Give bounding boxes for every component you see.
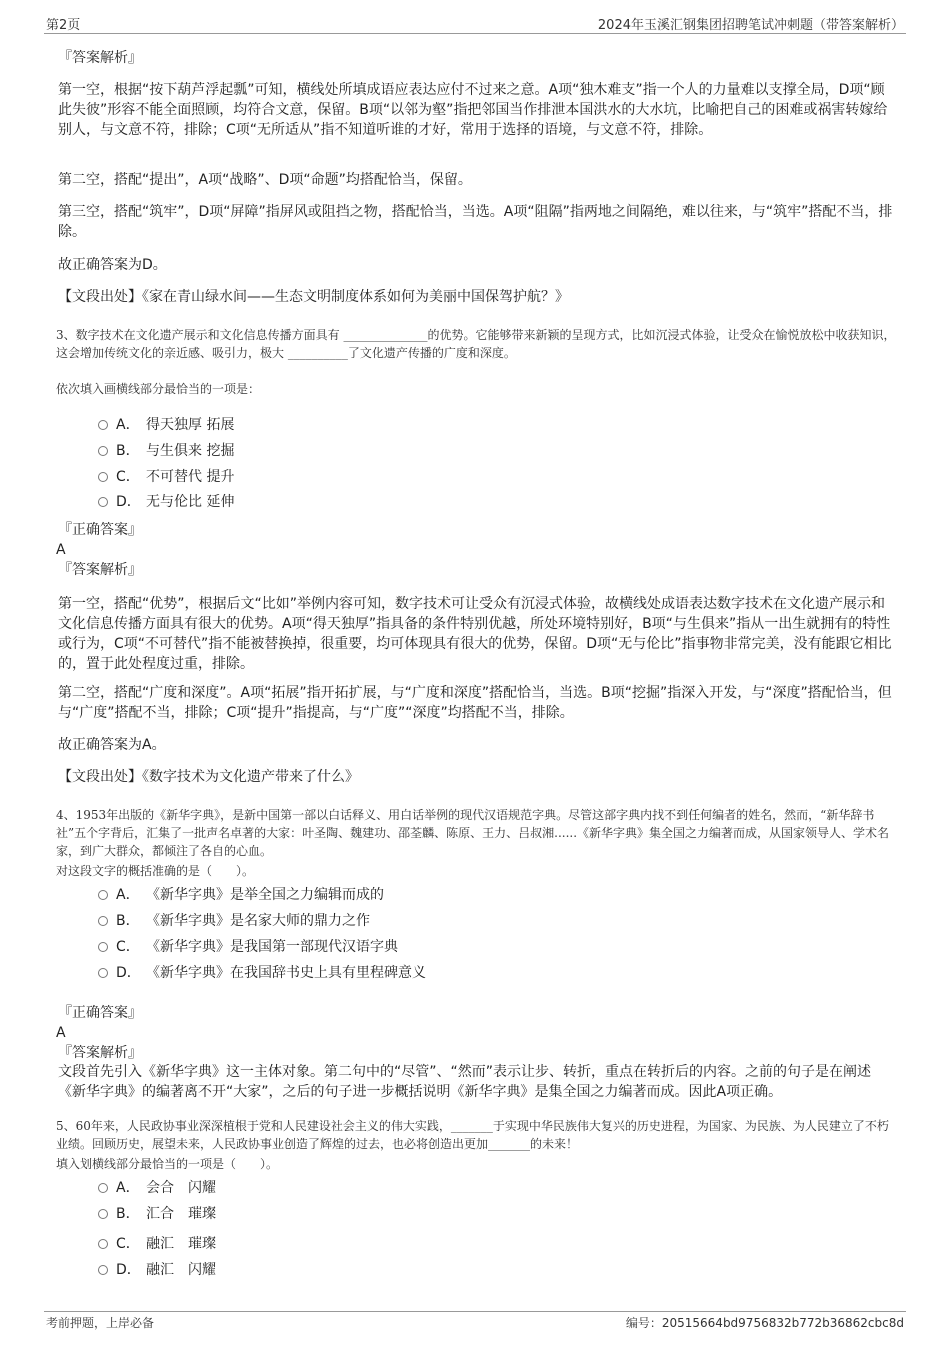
radio-icon[interactable] <box>98 1265 108 1275</box>
option-d[interactable]: D． 《新华字典》在我国辞书史上具有里程碑意义 <box>98 963 426 983</box>
option-a[interactable]: A． 会合 闪耀 <box>98 1178 216 1198</box>
analysis-conclusion: 故正确答案为D。 <box>58 257 167 273</box>
source-citation: 【文段出处】《家在青山绿水间——生态文明制度体系如何为美丽中国保驾护航？》 <box>58 289 569 305</box>
analysis-paragraph: 第二空，搭配“广度和深度”。A项“拓展”指开拓扩展，与“广度和深度”搭配恰当，当选。B项“挖掘”指深入开发，与“深度”搭配恰当，但与“广度”搭配不当，排除；C项“提升”指提高，与“广度”“深度”均搭配不当，排除。 <box>58 685 892 721</box>
radio-icon[interactable] <box>98 1239 108 1249</box>
answer-value: A <box>56 1025 66 1041</box>
question-prompt: 对这段文字的概括准确的是（ ）。 <box>56 864 255 878</box>
answer-label: 『正确答案』 <box>58 1005 142 1021</box>
footer-divider <box>44 1311 906 1312</box>
answer-label: 『正确答案』 <box>58 522 142 538</box>
analysis-conclusion: 故正确答案为A。 <box>58 737 166 753</box>
option-b[interactable]: B． 汇合 璀璨 <box>98 1204 216 1224</box>
source-citation: 【文段出处】《数字技术为文化遗产带来了什么》 <box>58 769 359 785</box>
page-number: 第2页 <box>46 18 81 33</box>
analysis-paragraph: 第一空，根据“按下葫芦浮起瓢”可知，横线处所填成语应表达应付不过来之意。A项“独木难支”指一个人的力量难以支撑全局，D项“顾此失彼”形容不能全面照顾，均符合文意，保留。B项“以邻为壑”指把邻国当作排泄本国洪水的大水坑，比喻把自己的困难或祸害转嫁给别人，与文意不符，排除；C项“无所适从”指不知道听谁的才好，常用于选择的语境，与文意不符，排除。 <box>58 82 888 138</box>
document-title: 2024年玉溪汇钢集团招聘笔试冲刺题（带答案解析） <box>597 18 904 33</box>
question-stem: 3、数字技术在文化遗产展示和文化信息传播方面具有 ______________的优势。它能够带来新颖的呈现方式，比如沉浸式体验，让受众在愉悦放松中收获知识，这会增加传统文化的亲近感、吸引力，极大 __________了文化遗产传播的广度和深度。 <box>56 328 896 360</box>
analysis-label: 『答案解析』 <box>58 562 142 578</box>
radio-icon[interactable] <box>98 890 108 900</box>
question-stem: 4、1953年出版的《新华字典》，是新中国第一部以白话释义、用白话举例的现代汉语规范字典。尽管这部字典内找不到任何编者的姓名，然而，“新华辞书社”五个字背后，汇集了一批声名卓著的大家：叶圣陶、魏建功、邵荃麟、陈原、王力、吕叔湘......《新华字典》集全国之力编著而成，从国家领导人、学术名家，到广大群众，都倾注了各自的心血。 <box>56 808 890 858</box>
option-c[interactable]: C． 不可替代 提升 <box>98 467 234 487</box>
analysis-label: 『答案解析』 <box>58 1045 142 1061</box>
option-d[interactable]: D． 融汇 闪耀 <box>98 1260 216 1280</box>
radio-icon[interactable] <box>98 1209 108 1219</box>
analysis-paragraph: 文段首先引入《新华字典》这一主体对象。第二句中的“尽管”、“然而”表示让步、转折，重点在转折后的内容。之前的句子是在阐述《新华字典》的编著离不开“大家”，之后的句子进一步概括说明《新华字典》是集全国之力编著而成。因此A项正确。 <box>58 1064 872 1100</box>
option-b[interactable]: B． 《新华字典》是名家大师的鼎力之作 <box>98 911 370 931</box>
analysis-label: 『答案解析』 <box>58 50 142 66</box>
question-stem: 5、60年来，人民政协事业深深植根于党和人民建设社会主义的伟大实践，_______于实现中华民族伟大复兴的历史进程，为国家、为民族、为人民建立了不朽业绩。回顾历史，展望未来，人民政协事业创造了辉煌的过去，也必将创造出更加_______的未来！ <box>56 1119 889 1151</box>
radio-icon[interactable] <box>98 968 108 978</box>
radio-icon[interactable] <box>98 472 108 482</box>
option-d[interactable]: D． 无与伦比 延伸 <box>98 492 234 512</box>
document-id: 编号：20515664bd9756832b772b36862cbc8d <box>625 1316 904 1330</box>
radio-icon[interactable] <box>98 1183 108 1193</box>
option-c[interactable]: C． 融汇 璀璨 <box>98 1234 216 1254</box>
option-a[interactable]: A． 得天独厚 拓展 <box>98 415 234 435</box>
radio-icon[interactable] <box>98 497 108 507</box>
analysis-paragraph: 第三空，搭配“筑牢”，D项“屏障”指屏风或阻挡之物，搭配恰当，当选。A项“阻隔”指两地之间隔绝，难以往来，与“筑牢”搭配不当，排除。 <box>58 204 893 240</box>
option-a[interactable]: A． 《新华字典》是举全国之力编辑而成的 <box>98 885 384 905</box>
footer-slogan: 考前押题，上岸必备 <box>46 1316 155 1330</box>
question-prompt: 填入划横线部分最恰当的一项是（ ）。 <box>56 1157 279 1171</box>
analysis-paragraph: 第一空，搭配“优势”，根据后文“比如”举例内容可知，数字技术可让受众有沉浸式体验，故横线处成语表达数字技术在文化遗产展示和文化信息传播方面具有很大的优势。A项“得天独厚”指具备的条件特别优越，所处环境特别好，B项“与生俱来”指从一出生就拥有的特性或行为，C项“不可替代”指不能被替换掉，很重要，均可体现具有很大的优势，保留。D项“无与伦比”指事物非常完美，没有能跟它相比的，置于此处程度过重，排除。 <box>58 596 892 672</box>
header-divider <box>44 33 906 34</box>
analysis-paragraph: 第二空，搭配“提出”，A项“战略”、D项“命题”均搭配恰当，保留。 <box>58 172 472 188</box>
option-c[interactable]: C． 《新华字典》是我国第一部现代汉语字典 <box>98 937 398 957</box>
option-b[interactable]: B． 与生俱来 挖掘 <box>98 441 234 461</box>
question-prompt: 依次填入画横线部分最恰当的一项是： <box>56 382 261 396</box>
answer-value: A <box>56 542 66 558</box>
radio-icon[interactable] <box>98 446 108 456</box>
radio-icon[interactable] <box>98 916 108 926</box>
radio-icon[interactable] <box>98 942 108 952</box>
radio-icon[interactable] <box>98 420 108 430</box>
